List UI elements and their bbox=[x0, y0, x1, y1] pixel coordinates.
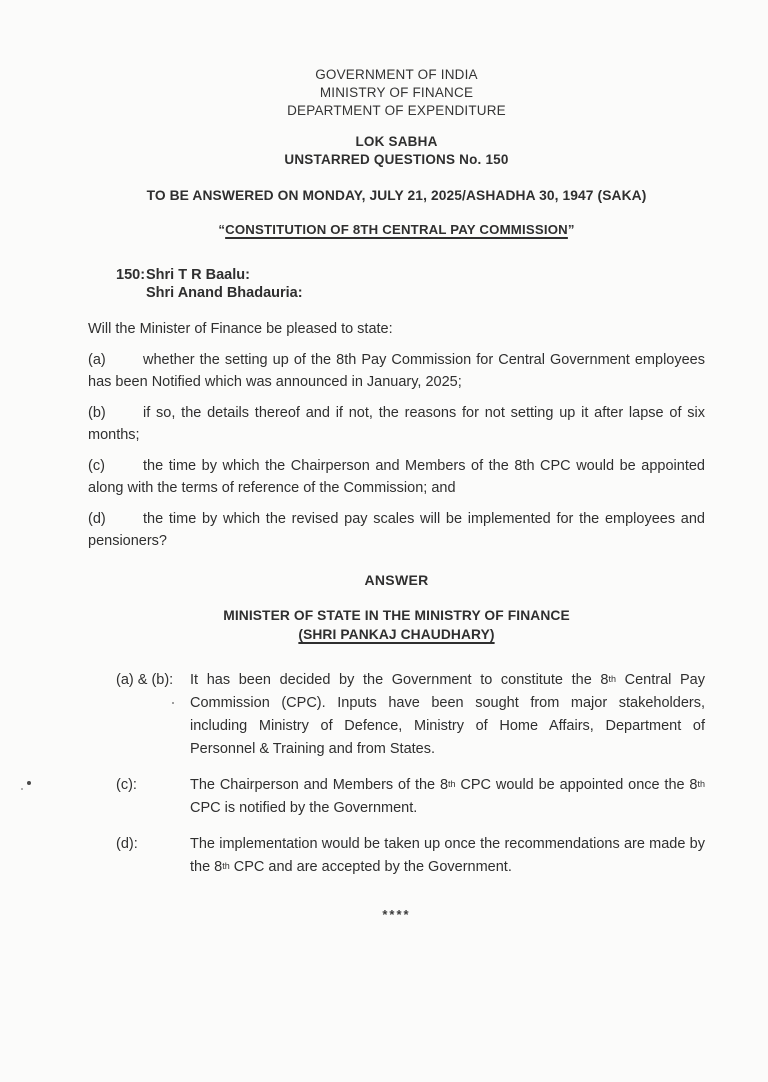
answer-item-text: The Chairperson and Members of the 8th CPC would be appointed once the 8th CPC is notified by the Government. bbox=[190, 777, 705, 816]
question-item-text: the time by which the Chairperson and Members of the 8th CPC would be appointed along with the terms of reference of the Commission; and bbox=[88, 458, 705, 496]
subject-open-quote: “ bbox=[218, 222, 226, 237]
member-name: Shri T R Baalu: bbox=[146, 267, 250, 283]
question-item-text: the time by which the revised pay scales will be implemented for the employees and pensioners? bbox=[88, 511, 705, 549]
answer-item-text: It has been decided by the Government to constitute the 8th Central Pay Commission (CPC). Inputs have been sought from major stakeholders, including Ministry of Defence, Ministry of Home Affairs, Department of Personnel & Training and from States. bbox=[190, 672, 706, 757]
answer-item-c bbox=[116, 774, 705, 820]
question-item-label: (a) bbox=[88, 352, 106, 368]
minister-block bbox=[88, 606, 705, 644]
question-number-line: UNSTARRED QUESTIONS No. 150 bbox=[284, 152, 509, 167]
answer-date-line: TO BE ANSWERED ON MONDAY, JULY 21, 2025/ASHADHA 30, 1947 (SAKA) bbox=[146, 188, 647, 203]
question-item-label: (d) bbox=[88, 511, 106, 527]
document-letterhead bbox=[88, 66, 705, 120]
member-names bbox=[146, 266, 303, 302]
answer-item-ab bbox=[116, 669, 705, 761]
question-item-d bbox=[88, 508, 705, 552]
question-item-text: if so, the details thereof and if not, the reasons for not setting up it after lapse of six months; bbox=[88, 405, 705, 443]
department-line: DEPARTMENT OF EXPENDITURE bbox=[287, 103, 506, 118]
house-block bbox=[88, 133, 705, 169]
answer-item-label: (c): bbox=[116, 777, 137, 793]
end-marks: **** bbox=[382, 907, 411, 922]
scan-speck bbox=[27, 781, 31, 785]
question-item-label: (b) bbox=[88, 405, 106, 421]
minister-title: MINISTER OF STATE IN THE MINISTRY OF FINANCE bbox=[223, 608, 570, 623]
scan-speck bbox=[172, 702, 174, 704]
answer-item-label: (d): bbox=[116, 836, 138, 852]
subject-close-quote: ” bbox=[567, 222, 575, 237]
question-item-label: (c) bbox=[88, 458, 105, 474]
government-line: GOVERNMENT OF INDIA bbox=[315, 67, 478, 82]
question-askers bbox=[116, 266, 705, 302]
question-serial: 150: bbox=[116, 267, 146, 283]
minister-name: (SHRI PANKAJ CHAUDHARY) bbox=[298, 627, 495, 642]
scan-speck bbox=[21, 788, 23, 790]
ministry-line: MINISTRY OF FINANCE bbox=[319, 85, 474, 100]
answer-item-label: (a) & (b): bbox=[116, 672, 174, 688]
question-item-b bbox=[88, 402, 705, 446]
subject-line bbox=[88, 220, 705, 239]
subject-title: CONSTITUTION OF 8TH CENTRAL PAY COMMISSION bbox=[225, 222, 568, 237]
question-item-c bbox=[88, 455, 705, 499]
answer-item-d bbox=[116, 833, 705, 879]
question-item-a bbox=[88, 349, 705, 393]
answer-item-text: The implementation would be taken up once the recommendations are made by the 8th CPC and are accepted by the Government. bbox=[190, 836, 705, 875]
answer-heading: ANSWER bbox=[364, 572, 429, 588]
house-name: LOK SABHA bbox=[355, 134, 438, 149]
member-name: Shri Anand Bhadauria: bbox=[146, 285, 303, 301]
question-intro: Will the Minister of Finance be pleased to state: bbox=[88, 321, 393, 337]
question-item-text: whether the setting up of the 8th Pay Commission for Central Government employees has been Notified which was announced in January, 2025; bbox=[88, 352, 705, 390]
